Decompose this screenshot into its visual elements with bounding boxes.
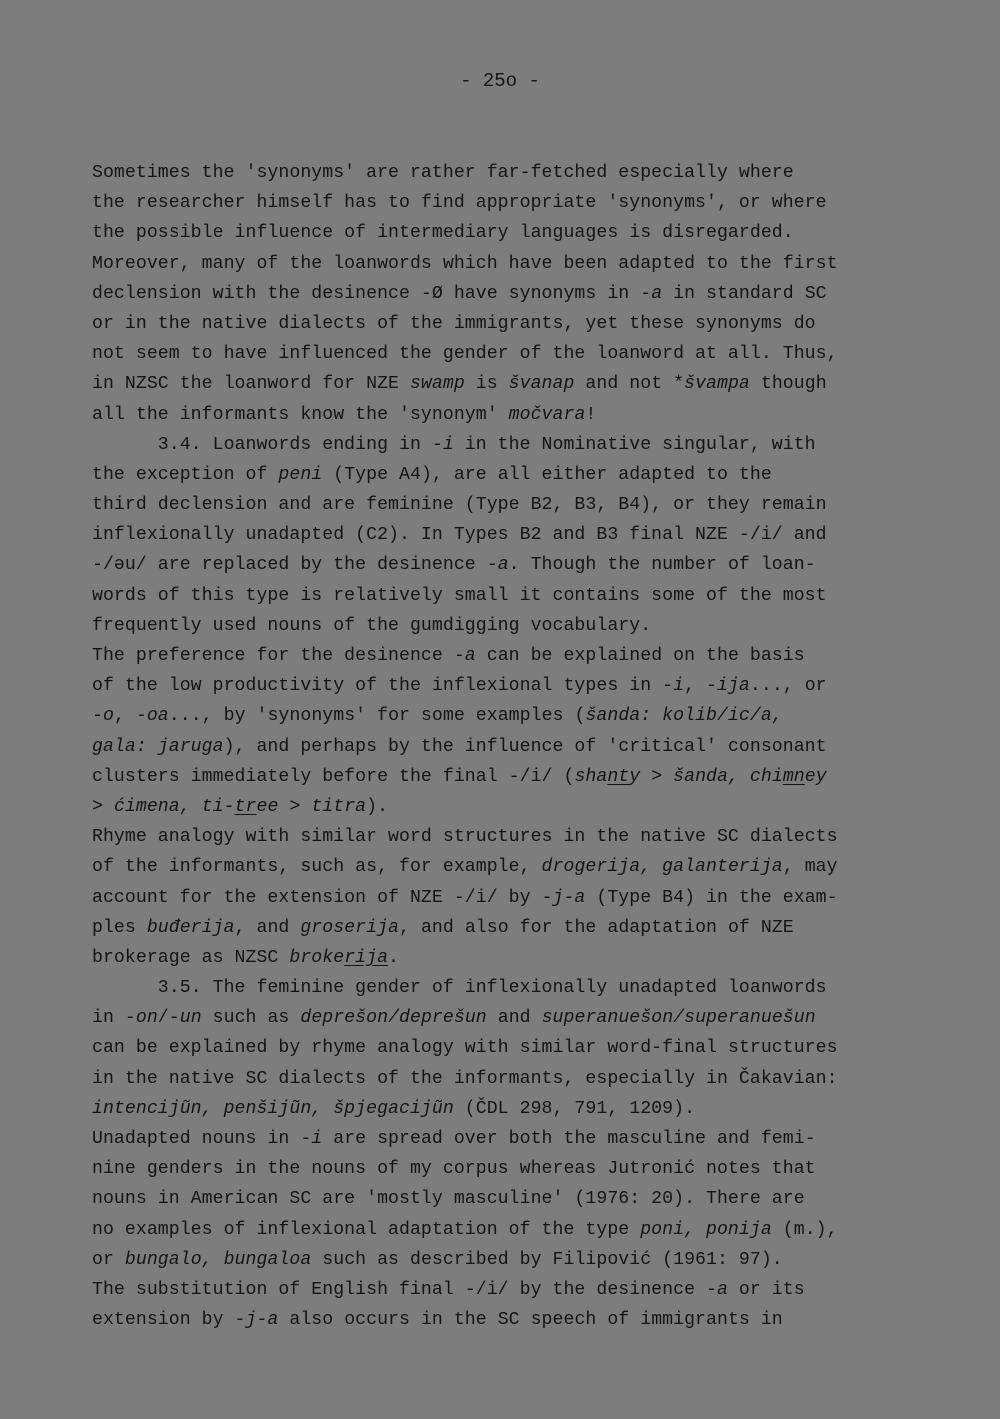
text-line: The substitution of English final -/i/ by the desinence -a or its bbox=[92, 1279, 805, 1300]
text-line: clusters immediately before the final -/i/ (shanty > šanda, chimney bbox=[92, 766, 827, 787]
text-line: not seem to have influenced the gender of the loanword at all. Thus, bbox=[92, 344, 838, 365]
text-line: or in the native dialects of the immigrants, yet these synonyms do bbox=[92, 313, 816, 334]
text-line: nouns in American SC are 'mostly masculine' (1976: 20). There are bbox=[92, 1189, 805, 1210]
text-line: inflexionally unadapted (C2). In Types B2 and B3 final NZE -/i/ and bbox=[92, 525, 827, 546]
text-line: no examples of inflexional adaptation of the type poni, ponija (m.), bbox=[92, 1219, 838, 1240]
text-line: > ćimena, ti-tree > titra). bbox=[92, 796, 389, 817]
text-line: in -on/-un such as deprešon/deprešun and superanuešon/superanuešun bbox=[92, 1008, 816, 1029]
text-line: words of this type is relatively small it contains some of the most bbox=[92, 585, 827, 606]
text-line: account for the extension of NZE -/i/ by -j-a (Type B4) in the exam- bbox=[92, 887, 838, 908]
text-line: the exception of peni (Type A4), are all either adapted to the bbox=[92, 464, 772, 485]
text-line: nine genders in the nouns of my corpus whereas Jutronić notes that bbox=[92, 1159, 816, 1180]
text-line: of the low productivity of the inflexional types in -i, -ija..., or bbox=[92, 676, 827, 697]
text-line: Rhyme analogy with similar word structures in the native SC dialects bbox=[92, 827, 838, 848]
text-line: Unadapted nouns in -i are spread over both the masculine and femi- bbox=[92, 1129, 816, 1149]
text-line: in NZSC the loanword for NZE swamp is švanap and not *švampa though bbox=[92, 374, 827, 395]
text-line: The preference for the desinence -a can be explained on the basis bbox=[92, 646, 805, 666]
text-line: Moreover, many of the loanwords which have been adapted to the first bbox=[92, 253, 838, 274]
text-line: third declension and are feminine (Type B2, B3, B4), or they remain bbox=[92, 495, 827, 516]
text-line: all the informants know the 'synonym' močvara! bbox=[92, 404, 597, 425]
text-line: the researcher himself has to find appropriate 'synonyms', or where bbox=[92, 193, 827, 214]
text-line: intencijũn, penšijũn, špjegacijũn (ČDL 298, 791, 1209). bbox=[92, 1098, 696, 1119]
text-line: or bungalo, bungaloa such as described by Filipović (1961: 97). bbox=[92, 1249, 783, 1270]
body-text bbox=[92, 158, 922, 1335]
text-line: frequently used nouns of the gumdigging vocabulary. bbox=[92, 615, 652, 636]
text-line: -o, -oa..., by 'synonyms' for some examples (šanda: kolib/ic/a, bbox=[92, 706, 783, 727]
text-line: -/əu/ are replaced by the desinence -a. Though the number of loan- bbox=[92, 555, 816, 576]
text-line: ples buđerija, and groserija, and also for the adaptation of NZE bbox=[92, 917, 794, 938]
text-line: 3.4. Loanwords ending in -i in the Nominative singular, with bbox=[92, 434, 816, 455]
text-line: the possible influence of intermediary languages is disregarded. bbox=[92, 223, 794, 244]
text-line: extension by -j-a also occurs in the SC speech of immigrants in bbox=[92, 1310, 783, 1331]
page-number: - 25o - bbox=[460, 70, 540, 92]
text-line: brokerage as NZSC brokerija. bbox=[92, 947, 400, 968]
text-line: 3.5. The feminine gender of inflexionally unadapted loanwords bbox=[92, 978, 827, 999]
text-line: of the informants, such as, for example, drogerija, galanterija, may bbox=[92, 857, 838, 878]
text-line: can be explained by rhyme analogy with similar word-final structures bbox=[92, 1038, 838, 1059]
text-line: gala: jaruga), and perhaps by the influence of 'critical' consonant bbox=[92, 736, 827, 757]
text-line: declension with the desinence -Ø have synonyms in -a in standard SC bbox=[92, 283, 827, 304]
text-line: in the native SC dialects of the informants, especially in Čakavian: bbox=[92, 1068, 838, 1089]
text-line: Sometimes the 'synonyms' are rather far-fetched especially where bbox=[92, 163, 794, 183]
